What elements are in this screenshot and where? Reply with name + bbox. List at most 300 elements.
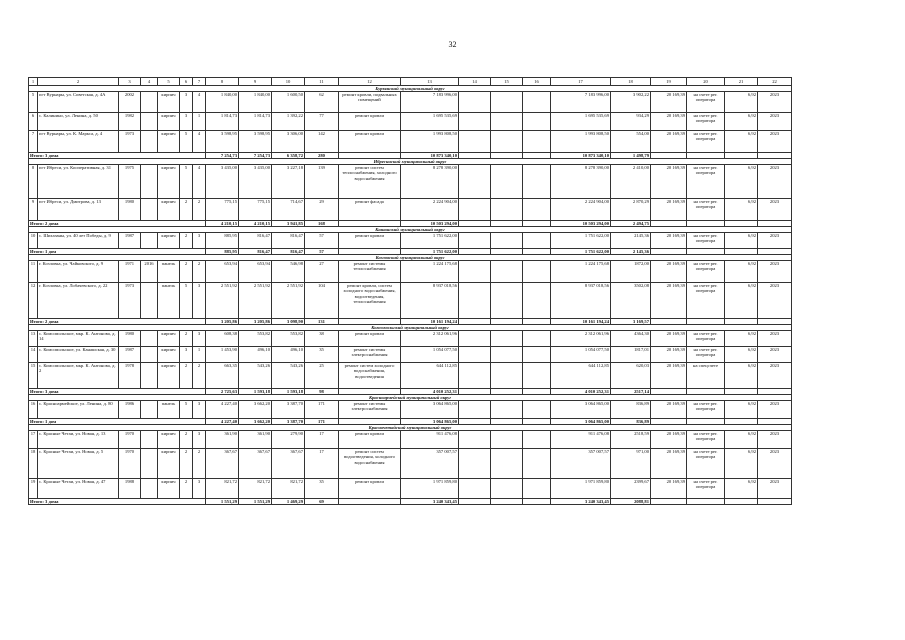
floors: 2 <box>180 199 193 221</box>
address: с. Комсомольское, мкр. К. Антонова, д. 2 <box>38 363 119 389</box>
address: г. Козловка, ул. Чайковского, д. 9 <box>38 261 119 283</box>
cost-fund <box>459 401 491 419</box>
wall-material: кирпич <box>158 233 180 249</box>
total-cost: 1 751 622,00 <box>401 249 459 255</box>
table-row <box>29 331 792 347</box>
cost-fund <box>459 131 491 153</box>
max-cost-per-sqm: 20 169,39 <box>651 165 687 199</box>
fund-location: на счете рег. оператора <box>687 347 725 363</box>
cost-local <box>523 113 551 131</box>
address: с. Красные Четаи, ул. Новая, д. 5 <box>38 449 119 479</box>
total-area: 653,94 <box>206 261 239 283</box>
district-name: Канашский муниципальный округ <box>29 227 792 233</box>
work-type: ремонт систем водоотведения, холодного водоснабжения <box>339 449 401 479</box>
year-built: 1982 <box>119 113 141 131</box>
wall-material: кирпич <box>158 431 180 449</box>
cost-owners: 1 971 859,80 <box>551 479 611 499</box>
year-renovated <box>141 233 158 249</box>
contribution-rate: 6,92 <box>725 363 758 389</box>
residents: 38 <box>305 331 339 347</box>
max-cost-per-sqm: 20 169,39 <box>651 199 687 221</box>
total-cost: 3 064 865,00 <box>401 419 459 425</box>
total-area: 885,95 <box>206 249 239 255</box>
fund-location: на счете рег. оператора <box>687 199 725 221</box>
total-cost-local <box>523 499 551 505</box>
fund-location: на счете рег. оператора <box>687 233 725 249</box>
area-residential: 3 598,95 <box>239 131 272 153</box>
area-residential: 553,82 <box>239 331 272 347</box>
total-area-residential: 4 210,15 <box>239 221 272 227</box>
work-type: ремонт систем теплоснабжения, холодного водоснабжения <box>339 165 401 199</box>
year-renovated <box>141 131 158 153</box>
row-number: 17 <box>29 431 38 449</box>
residents: 62 <box>305 92 339 113</box>
total-residents: 69 <box>305 499 339 505</box>
area-owned: 3 387,70 <box>272 401 305 419</box>
cost-fund <box>459 233 491 249</box>
cost-regional <box>491 165 523 199</box>
residents: 17 <box>305 449 339 479</box>
fund-location: на счете рег. оператора <box>687 261 725 283</box>
max-cost-per-sqm: 20 169,39 <box>651 431 687 449</box>
contribution-rate: 6,92 <box>725 401 758 419</box>
year-built: 1988 <box>119 479 141 499</box>
cost-local <box>523 363 551 389</box>
address: с. Красные Четаи, ул. Новая, д. 13 <box>38 431 119 449</box>
total-label: Итого: 3 дома <box>29 153 206 159</box>
total-area: 4 227,40 <box>206 419 239 425</box>
cost-local <box>523 401 551 419</box>
total-cost: 10 503 294,00 <box>401 221 459 227</box>
total-label: Итого: 2 дома <box>29 319 206 325</box>
total-cost-per-sqm: 2517,14 <box>611 389 651 395</box>
work-type: ремонт систем холодного водоснабжения, водоотведения <box>339 363 401 389</box>
column-number-header: 21 <box>725 78 758 86</box>
residents: 139 <box>305 165 339 199</box>
floors: 5 <box>180 283 193 319</box>
residents: 27 <box>305 261 339 283</box>
plan-year: 2023 <box>758 479 792 499</box>
wall-material: кирпич <box>158 347 180 363</box>
total-area: 2 551,92 <box>206 283 239 319</box>
total-area-residential: 7 254,73 <box>239 153 272 159</box>
area-owned: 546,98 <box>272 261 305 283</box>
table-row <box>29 113 792 131</box>
area-residential: 1 814,73 <box>239 113 272 131</box>
cost-owners: 1 993 808,50 <box>551 131 611 153</box>
year-renovated <box>141 331 158 347</box>
total-area-owned: 1 469,29 <box>272 499 305 505</box>
cost-local <box>523 199 551 221</box>
fund-location: на счете рег. оператора <box>687 283 725 319</box>
plan-year: 2023 <box>758 449 792 479</box>
area-residential: 821,72 <box>239 479 272 499</box>
max-cost-per-sqm: 20 169,39 <box>651 401 687 419</box>
cost-local <box>523 261 551 283</box>
table-row <box>29 233 792 249</box>
year-renovated: 2016 <box>141 261 158 283</box>
total-area: 4 210,15 <box>206 221 239 227</box>
residents: 17 <box>305 431 339 449</box>
cost-owners: 8 937 018,56 <box>551 283 611 319</box>
residents: 171 <box>305 401 339 419</box>
fund-location: на счете рег. оператора <box>687 165 725 199</box>
cost-per-sqm: 2 870,29 <box>611 199 651 221</box>
area-residential: 496,10 <box>239 347 272 363</box>
floors: 2 <box>180 233 193 249</box>
wall-material: кирпич <box>158 113 180 131</box>
area-residential: 2 551,92 <box>239 283 272 319</box>
cost-per-sqm: 2145,36 <box>611 233 651 249</box>
year-renovated <box>141 113 158 131</box>
total-cost: 357 007,57 <box>401 449 459 479</box>
column-number-header: 5 <box>158 78 180 86</box>
cost-owners: 1 224 175,68 <box>551 261 611 283</box>
wall-material: кирпич <box>158 449 180 479</box>
year-built: 1971 <box>119 261 141 283</box>
contribution-rate: 6,92 <box>725 233 758 249</box>
total-label: Итого: 1 дом <box>29 249 206 255</box>
residents: 35 <box>305 479 339 499</box>
total-area: 775,15 <box>206 199 239 221</box>
area-residential: 367,67 <box>239 449 272 479</box>
total-cost: 644 112,85 <box>401 363 459 389</box>
cost-per-sqm: 3 902,22 <box>611 92 651 113</box>
contribution-rate: 6,92 <box>725 261 758 283</box>
address: с. Комсомольское, мкр. К. Антонова, д. 14 <box>38 331 119 347</box>
total-cost-owners: 3 064 865,00 <box>551 419 611 425</box>
column-number-header: 11 <box>305 78 339 86</box>
contribution-rate: 6,92 <box>725 479 758 499</box>
wall-material: кирпич <box>158 92 180 113</box>
total-cost: 1 993 808,50 <box>401 131 459 153</box>
year-built: 1970 <box>119 449 141 479</box>
row-number: 12 <box>29 283 38 319</box>
area-residential: 775,15 <box>239 199 272 221</box>
cost-per-sqm: 3502,08 <box>611 283 651 319</box>
row-number: 9 <box>29 199 38 221</box>
total-cost-owners: 10 873 340,10 <box>551 153 611 159</box>
year-renovated <box>141 431 158 449</box>
max-cost-per-sqm: 20 169,39 <box>651 261 687 283</box>
cost-owners: 357 007,57 <box>551 449 611 479</box>
max-cost-per-sqm: 20 169,39 <box>651 131 687 153</box>
max-cost-per-sqm: 20 169,39 <box>651 479 687 499</box>
year-built: 1975 <box>119 165 141 199</box>
year-renovated <box>141 363 158 389</box>
cost-fund <box>459 261 491 283</box>
cost-fund <box>459 363 491 389</box>
plan-year: 2023 <box>758 261 792 283</box>
table-row <box>29 479 792 499</box>
area-owned: 367,67 <box>272 449 305 479</box>
cost-owners: 7 183 996,00 <box>551 92 611 113</box>
column-number-header: 2 <box>38 78 119 86</box>
cost-regional <box>491 233 523 249</box>
cost-regional <box>491 113 523 131</box>
fund-location: на спецсчете <box>687 363 725 389</box>
total-area-owned: 3 941,85 <box>272 221 305 227</box>
floors: 3 <box>180 92 193 113</box>
year-renovated <box>141 401 158 419</box>
work-type: ремонт кровли <box>339 431 401 449</box>
cost-fund <box>459 92 491 113</box>
table-row <box>29 347 792 363</box>
total-area: 3 205,86 <box>206 319 239 325</box>
table-row <box>29 363 792 389</box>
year-built: 1978 <box>119 363 141 389</box>
total-cost-owners: 1 751 622,00 <box>551 249 611 255</box>
row-number: 10 <box>29 233 38 249</box>
floors: 2 <box>180 479 193 499</box>
district-name: Ибресинский муниципальный округ <box>29 159 792 165</box>
residents: 142 <box>305 131 339 153</box>
row-number: 11 <box>29 261 38 283</box>
entrances: 2 <box>193 363 206 389</box>
cost-per-sqm: 554,00 <box>611 131 651 153</box>
floors: 2 <box>180 261 193 283</box>
column-number-header: 10 <box>272 78 305 86</box>
total-area: 2 725,63 <box>206 389 239 395</box>
contribution-rate: 6,92 <box>725 92 758 113</box>
cost-owners: 644 112,85 <box>551 363 611 389</box>
plan-year: 2023 <box>758 331 792 347</box>
cost-fund <box>459 199 491 221</box>
total-cost-owners: 10 503 294,00 <box>551 221 611 227</box>
total-cost-fund <box>459 499 491 505</box>
cost-per-sqm: 2 410,00 <box>611 165 651 199</box>
total-row <box>29 499 792 505</box>
year-built: 1986 <box>119 401 141 419</box>
total-cost: 4 010 252,31 <box>401 389 459 395</box>
cost-fund <box>459 283 491 319</box>
entrances: 2 <box>193 261 206 283</box>
area-owned: 279,90 <box>272 431 305 449</box>
cost-owners: 911 476,08 <box>551 431 611 449</box>
cost-fund <box>459 347 491 363</box>
column-number-header: 12 <box>339 78 401 86</box>
floors: 2 <box>180 431 193 449</box>
wall-material: кирпич <box>158 199 180 221</box>
cost-regional <box>491 131 523 153</box>
total-area-owned: 6 358,72 <box>272 153 305 159</box>
max-cost-per-sqm: 20 169,39 <box>651 233 687 249</box>
total-label: Итого: 3 дома <box>29 499 206 505</box>
total-cost: 2 312 061,96 <box>401 331 459 347</box>
total-cost: 1 695 535,69 <box>401 113 459 131</box>
total-cost: 1 054 077,50 <box>401 347 459 363</box>
max-cost-per-sqm: 20 169,39 <box>651 92 687 113</box>
area-residential: 543,26 <box>239 363 272 389</box>
total-cost-per-sqm: 3 169,57 <box>611 319 651 325</box>
entrances: 2 <box>193 199 206 221</box>
cost-regional <box>491 283 523 319</box>
cost-owners: 3 064 865,00 <box>551 401 611 419</box>
contribution-rate: 6,92 <box>725 347 758 363</box>
year-renovated <box>141 283 158 319</box>
area-owned: 816,47 <box>272 233 305 249</box>
entrances: 4 <box>193 131 206 153</box>
row-number: 5 <box>29 92 38 113</box>
entrances: 3 <box>193 479 206 499</box>
floors: 3 <box>180 347 193 363</box>
total-label: Итого: 1 дом <box>29 419 206 425</box>
total-cost: 10 873 340,10 <box>401 153 459 159</box>
work-type: ремонт системы электроснабжения <box>339 347 401 363</box>
cost-owners: 1 751 622,00 <box>551 233 611 249</box>
total-area: 1 453,90 <box>206 347 239 363</box>
year-built: 1973 <box>119 283 141 319</box>
cost-regional <box>491 261 523 283</box>
total-cost: 8 937 018,56 <box>401 283 459 319</box>
wall-material: кирпич <box>158 331 180 347</box>
cost-local <box>523 92 551 113</box>
column-number-row <box>29 78 792 86</box>
cost-per-sqm: 2399,67 <box>611 479 651 499</box>
total-label: Итого: 3 дома <box>29 389 206 395</box>
residents: 25 <box>305 363 339 389</box>
total-area: 367,67 <box>206 449 239 479</box>
floors: 5 <box>180 165 193 199</box>
wall-material: панель <box>158 401 180 419</box>
total-cost-per-sqm: 2 145,36 <box>611 249 651 255</box>
wall-material: панель <box>158 283 180 319</box>
table-row <box>29 92 792 113</box>
residents: 104 <box>305 283 339 319</box>
total-area: 1 814,73 <box>206 113 239 131</box>
year-renovated <box>141 479 158 499</box>
total-area-residential: 1 551,29 <box>239 499 272 505</box>
floors: 5 <box>180 131 193 153</box>
address: пгт Ибреси, ул. Дмитрова, д. 13 <box>38 199 119 221</box>
total-cost: 1 224 175,68 <box>401 261 459 283</box>
district-name: Козловский муниципальный округ <box>29 255 792 261</box>
column-number-header: 15 <box>491 78 523 86</box>
cost-regional <box>491 479 523 499</box>
district-name: Бурзянский муниципальный округ <box>29 86 792 92</box>
total-area: 7 254,73 <box>206 153 239 159</box>
cost-local <box>523 233 551 249</box>
work-type: ремонт кровли, систем холодного водоснабжения, водоотведения, теплоснабжения <box>339 283 401 319</box>
floors: 2 <box>180 363 193 389</box>
address: с. Красные Четаи, ул. Новая, д. 47 <box>38 479 119 499</box>
year-renovated <box>141 199 158 221</box>
total-area: 663,35 <box>206 363 239 389</box>
contribution-rate: 6,92 <box>725 431 758 449</box>
cost-per-sqm: 1817,01 <box>611 347 651 363</box>
total-cost-owners: 3 240 343,45 <box>551 499 611 505</box>
work-type: ремонт фасада <box>339 199 401 221</box>
year-renovated <box>141 449 158 479</box>
area-owned: 3 227,18 <box>272 165 305 199</box>
cost-local <box>523 283 551 319</box>
total-area: 3 598,95 <box>206 131 239 153</box>
row-number: 14 <box>29 347 38 363</box>
table-row <box>29 261 792 283</box>
contribution-rate: 6,92 <box>725 331 758 347</box>
total-residents: 171 <box>305 419 339 425</box>
fund-location: на счете рег. оператора <box>687 331 725 347</box>
area-residential: 816,47 <box>239 233 272 249</box>
year-built: 2002 <box>119 92 141 113</box>
table-row <box>29 283 792 319</box>
plan-year: 2023 <box>758 363 792 389</box>
wall-material: кирпич <box>158 131 180 153</box>
column-number-header: 4 <box>141 78 158 86</box>
total-area-owned: 816,47 <box>272 249 305 255</box>
year-renovated <box>141 165 158 199</box>
plan-year: 2023 <box>758 165 792 199</box>
cost-per-sqm: 2518,59 <box>611 431 651 449</box>
total-residents: 280 <box>305 153 339 159</box>
fund-location: на счете рег. оператора <box>687 449 725 479</box>
column-number-header: 22 <box>758 78 792 86</box>
total-area: 3 435,00 <box>206 165 239 199</box>
contribution-rate: 6,92 <box>725 283 758 319</box>
cost-local <box>523 431 551 449</box>
column-number-header: 20 <box>687 78 725 86</box>
work-type: ремонт системы теплоснабжения <box>339 261 401 283</box>
work-type: ремонт кровли, подвальных помещений <box>339 92 401 113</box>
entrances: 4 <box>193 165 206 199</box>
floors: 2 <box>180 331 193 347</box>
cost-regional <box>491 431 523 449</box>
work-type: ремонт кровли <box>339 479 401 499</box>
entrances: 3 <box>193 283 206 319</box>
total-area: 1 840,00 <box>206 92 239 113</box>
cost-owners: 1 054 077,50 <box>551 347 611 363</box>
fund-location: на счете рег. оператора <box>687 479 725 499</box>
year-built: 1980 <box>119 331 141 347</box>
cost-fund <box>459 165 491 199</box>
total-cost: 3 240 343,45 <box>401 499 459 505</box>
cost-per-sqm: 4364,30 <box>611 331 651 347</box>
total-cost-per-sqm: 2088,81 <box>611 499 651 505</box>
row-number: 19 <box>29 479 38 499</box>
plan-year: 2023 <box>758 92 792 113</box>
total-cost: 1 971 859,80 <box>401 479 459 499</box>
row-number: 8 <box>29 165 38 199</box>
cost-owners: 1 695 535,69 <box>551 113 611 131</box>
max-cost-per-sqm: 20 169,39 <box>651 347 687 363</box>
cost-fund <box>459 431 491 449</box>
address: с. Калинино, ул. Ленина, д. 50 <box>38 113 119 131</box>
cost-fund <box>459 113 491 131</box>
contribution-rate: 6,92 <box>725 131 758 153</box>
table-row <box>29 449 792 479</box>
area-residential: 3 435,00 <box>239 165 272 199</box>
address: г. Козловка, ул. Лобачевского, д. 22 <box>38 283 119 319</box>
total-area-residential: 3 205,86 <box>239 319 272 325</box>
work-type: ремонт системы электроснабжения <box>339 401 401 419</box>
row-number: 15 <box>29 363 38 389</box>
floors: 5 <box>180 401 193 419</box>
address: пгт Вурнары, ул. К. Маркса, д. 4 <box>38 131 119 153</box>
column-number-header: 3 <box>119 78 141 86</box>
table-row <box>29 199 792 221</box>
residents: 35 <box>305 347 339 363</box>
column-number-header: 7 <box>193 78 206 86</box>
total-area-residential: 3 662,20 <box>239 419 272 425</box>
cost-per-sqm: 620,03 <box>611 363 651 389</box>
column-number-header: 17 <box>551 78 611 86</box>
entrances: 3 <box>193 233 206 249</box>
entrances: 1 <box>193 113 206 131</box>
total-residents: 57 <box>305 249 339 255</box>
residents: 57 <box>305 233 339 249</box>
total-area-residential: 816,47 <box>239 249 272 255</box>
residents: 77 <box>305 113 339 131</box>
